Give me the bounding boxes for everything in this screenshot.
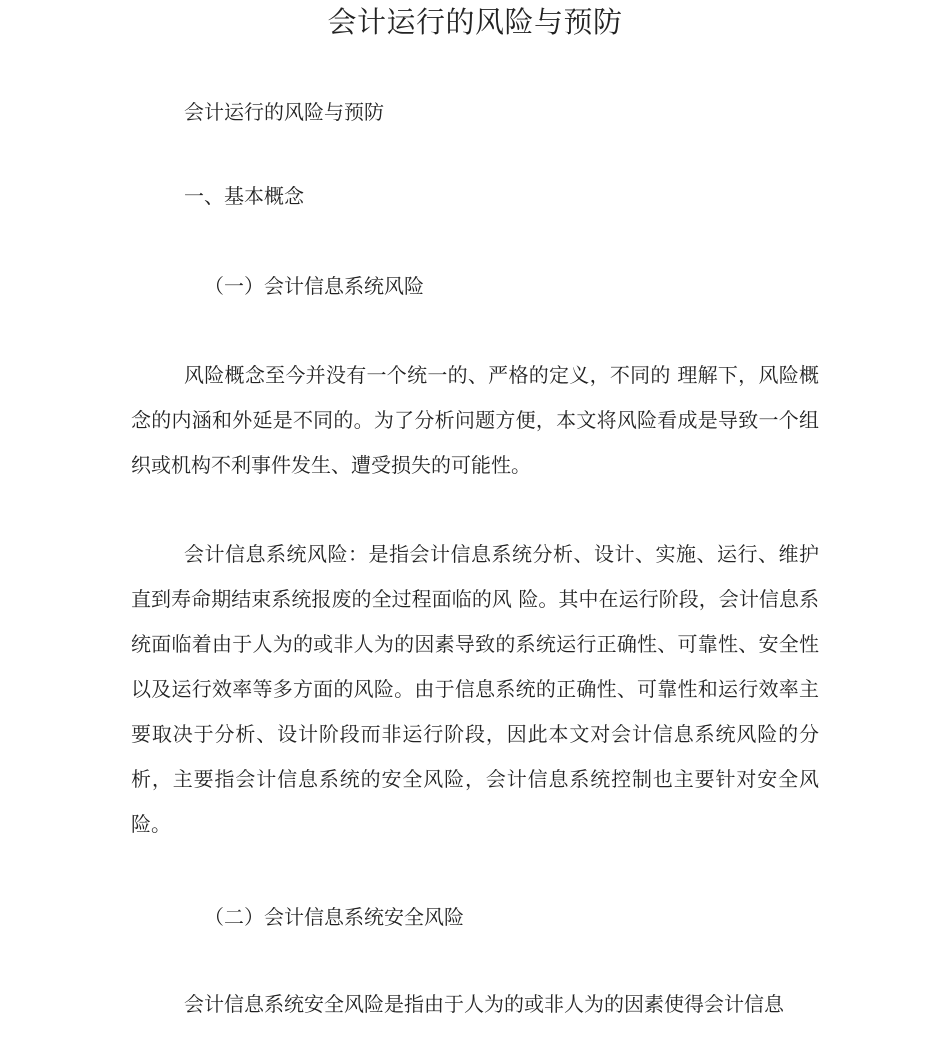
subsection-heading-ais-risk: （一）会计信息系统风险 [204, 274, 424, 298]
paragraph-ais-security-risk: 会计信息系统安全风险是指由于人为的或非人为的因素使得会计信息 [184, 992, 784, 1016]
document-title: 会计运行的风险与预防 [327, 5, 623, 39]
section-heading-basic-concepts: 一、基本概念 [184, 184, 304, 208]
article-subtitle: 会计运行的风险与预防 [184, 100, 384, 124]
paragraph-ais-risk-definition: 会计信息系统风险：是指会计信息系统分析、设计、实施、运行、维护直到寿命期结束系统报废的全过程面临的风 险。其中在运行阶段，会计信息系统面临着由于人为的或非人为的因素导致的系统运行正确性、可靠性、安全性以及运行效率等多方面的风险。由于信息系统的正确性、可靠性和运行效率主要取决于分析、设计阶段而非运行阶段，因此本文对会计信息系统风险的分析，主要指会计信息系统的安全风险，会计信息系统控制也主要针对安全风险。 [131, 542, 819, 836]
subsection-heading-ais-security-risk: （二）会计信息系统安全风险 [204, 905, 464, 929]
paragraph-risk-definition: 风险概念至今并没有一个统一的、严格的定义，不同的 理解下，风险概念的内涵和外延是不同的。为了分析问题方便，本文将风险看成是导致一个组织或机构不利事件发生、遭受损失的可能性。 [131, 363, 819, 477]
